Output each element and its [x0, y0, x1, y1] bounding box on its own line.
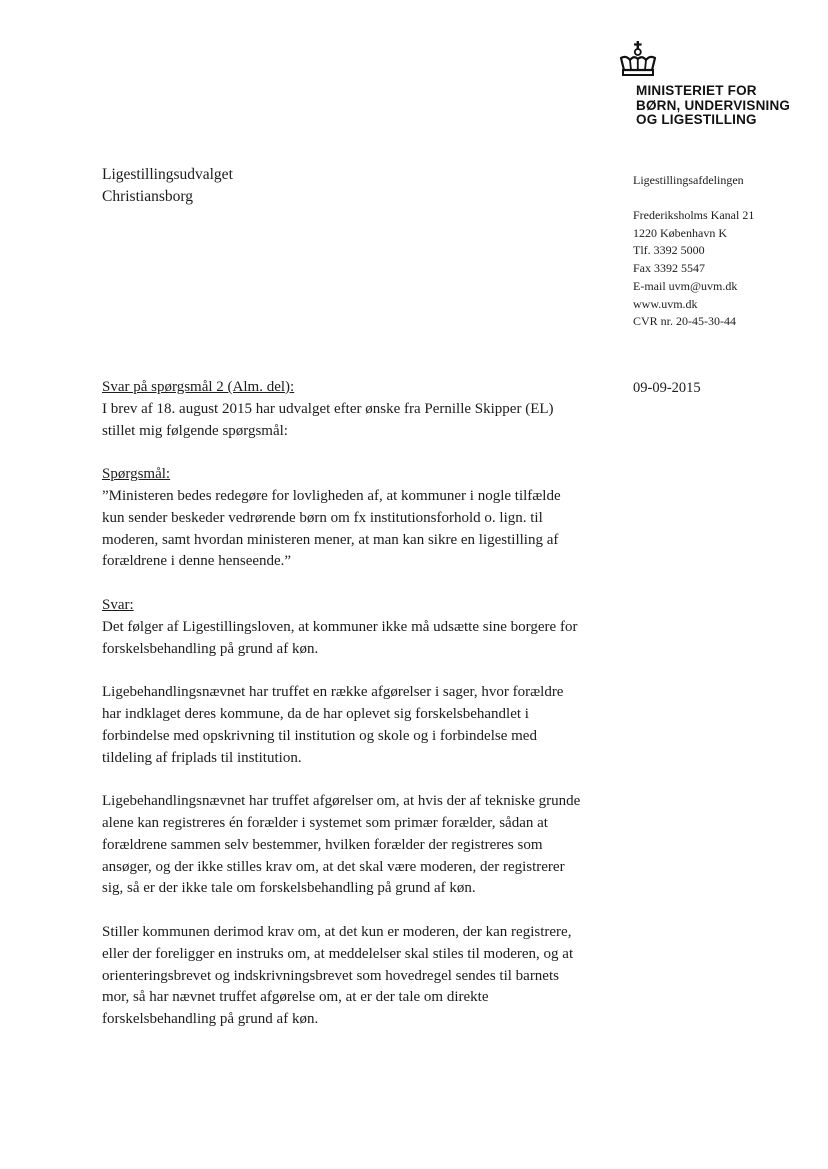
answer-heading: Svar: [102, 596, 134, 613]
sender-contact [633, 207, 754, 331]
letter-date: 09-09-2015 [633, 380, 701, 396]
contact-phone: Tlf. 3392 5000 [633, 243, 705, 258]
sender-department: Ligestillingsafdelingen [633, 173, 744, 187]
answer-paragraph-1: Det følger af Ligestillingsloven, at kommuner ikke må udsætte sine borgere for forskelsbehandling på grund af køn. [102, 618, 578, 657]
ministry-line-2: BØRN, UNDERVISNING [636, 97, 791, 113]
recipient-line-1: Ligestillingsudvalget [102, 166, 233, 183]
contact-website: www.uvm.dk [633, 296, 698, 311]
ministry-line-3: OG LIGESTILLING [636, 112, 757, 127]
ministry-name [636, 84, 790, 128]
crown-icon [618, 41, 658, 77]
letter-body [102, 377, 582, 1031]
contact-city: 1220 København K [633, 225, 727, 240]
contact-cvr: CVR nr. 20-45-30-44 [633, 314, 736, 329]
contact-street: Frederiksholms Kanal 21 [633, 208, 755, 222]
answer-paragraph-2: Ligebehandlingsnævnet har truffet en række afgørelser i sager, hvor forældre har indklaget deres kommune, da de har oplevet sig forskelsbehandlet i forbindelse med opskrivning til institution og skole og i forbindelse med tildeling af friplads til institution. [102, 684, 564, 766]
answer-paragraph-3: Ligebehandlingsnævnet har truffet afgørelser om, at hvis der af tekniske grunde alene kan registreres én forælder i systemet som primær forælder, sådan at forældrene sammen selv bestemmer, hvilken forælder der registreres som ansøger, og der ikke stilles krav om, at det skal være moderen, der registrerer sig, så er der ikke tale om forskelsbehandling på grund af køn. [102, 793, 581, 897]
contact-email: E-mail uvm@uvm.dk [633, 278, 738, 293]
question-text: ”Ministeren bedes redegøre for lovligheden af, at kommuner i nogle tilfælde kun sender beskeder vedrørende børn om fx institutionsforhold o. lign. til moderen, samt hvordan ministeren mener, at man kan sikre en ligestilling af forældrene i denne henseende.” [102, 487, 561, 570]
contact-fax: Fax 3392 5547 [633, 261, 705, 276]
letter-intro: I brev af 18. august 2015 har udvalget efter ønske fra Pernille Skipper (EL) stillet mig følgende spørgsmål: [102, 400, 554, 439]
answer-paragraph-4: Stiller kommunen derimod krav om, at det kun er moderen, der kan registrere, eller der foreligger en instruks om, at meddelelser skal stiles til moderen, og at orienteringsbrevet og indskrivningsbrevet som hovedregel sendes til barnets mor, så har nævnet truffet afgørelse om, at er der tale om direkte forskelsbehandling på grund af køn. [102, 923, 574, 1028]
recipient-line-2: Christiansborg [102, 188, 193, 205]
question-heading: Spørgsmål: [102, 466, 171, 483]
ministry-line-1: MINISTERIET FOR [636, 83, 757, 98]
recipient-address [102, 164, 233, 208]
letter-subject: Svar på spørgsmål 2 (Alm. del): [102, 379, 295, 395]
